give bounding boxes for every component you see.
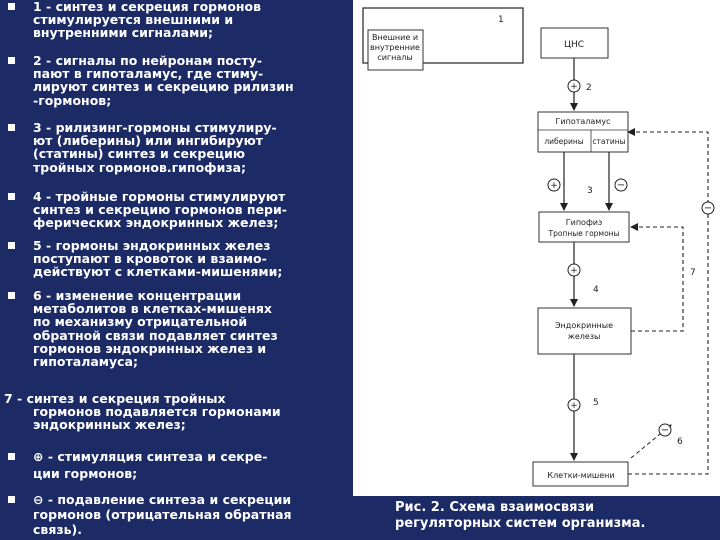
plus-sign: + <box>570 82 578 92</box>
bullet-marker <box>8 193 15 200</box>
number-3: 3 <box>587 186 593 196</box>
plus-sign: + <box>570 266 578 276</box>
bullet-marker <box>8 57 15 64</box>
bullet-marker <box>8 242 15 249</box>
bullet-marker <box>8 3 15 10</box>
feedback-line-7 <box>631 227 683 331</box>
number-6: 6 <box>677 437 683 447</box>
signals-label: Внешние и <box>371 33 419 42</box>
signals-label: сигналы <box>377 53 413 62</box>
glands-label: Эндокринные <box>554 321 614 330</box>
pituitary-label: Гипофиз <box>565 218 603 227</box>
statins-label: статины <box>592 137 626 146</box>
list-item: 5 - гормоны эндокринных желез поступают в кровоток и взаимо- действуют с клетками-мишенями; <box>33 239 368 279</box>
number-2: 2 <box>586 83 592 93</box>
tropic-hormones-label: Тропные гормоны <box>548 229 620 238</box>
number-7: 7 <box>690 268 696 278</box>
list-item: 3 - рилизинг-гормоны стимулиру- ют (либерины) или ингибируют (статины) синтез и секрецию тройных гормонов.гипофиза; <box>33 121 368 174</box>
diagram-panel <box>353 0 720 496</box>
list-item: 4 - тройные гормоны стимулируют синтез и секрецию гормонов пери- ферических эндокринных желез; <box>33 190 368 230</box>
targets-label: Клетки-мишени <box>547 471 615 480</box>
glands-label: железы <box>567 332 601 341</box>
minus-sign: − <box>660 425 670 436</box>
legend-plus: ⊕ - стимуляция синтеза и секре- ции гормонов; <box>33 448 368 482</box>
glands-box <box>538 308 631 354</box>
feedback-line-6 <box>628 132 708 474</box>
minus-sign: − <box>616 180 626 191</box>
cns-label: ЦНС <box>563 40 585 50</box>
figure-caption: Рис. 2. Схема взаимосвязи регуляторных систем организма. <box>395 500 646 531</box>
signals-label: внутренние <box>370 43 420 52</box>
minus-sign: − <box>703 203 713 214</box>
bullet-marker <box>8 496 15 503</box>
bullet-marker <box>8 453 15 460</box>
list-item-7: 7 - синтез и секреция тройных гормонов подавляется гормонами эндокринных желез; <box>4 391 281 433</box>
plus-sign: + <box>550 181 558 191</box>
liberins-label: либерины <box>544 137 584 146</box>
number-1: 1 <box>498 15 504 25</box>
number-4: 4 <box>593 285 599 295</box>
hypothalamus-label: Гипоталамус <box>555 117 611 126</box>
regulation-diagram <box>353 0 720 496</box>
bullet-marker <box>8 124 15 131</box>
number-5: 5 <box>593 398 599 408</box>
legend-minus: ⊖ - подавление синтеза и секреции гормонов (отрицательная обратная связь). <box>33 492 368 537</box>
list-item: 1 - синтез и секреция гормонов стимулируется внешними и внутренними сигналами; <box>33 0 368 40</box>
list-item: 2 - сигналы по нейронам посту- пают в гипоталамус, где стиму- лируют синтез и секрецию рилизин -гормонов; <box>33 54 368 107</box>
list-item: 6 - изменение концентрации метаболитов в клетках-мишенях по механизму отрицательной обратной связи подавляет синтез гормонов эндокринных желез и гипоталамуса; <box>33 289 368 368</box>
plus-sign: + <box>570 401 578 411</box>
bullet-marker <box>8 292 15 299</box>
